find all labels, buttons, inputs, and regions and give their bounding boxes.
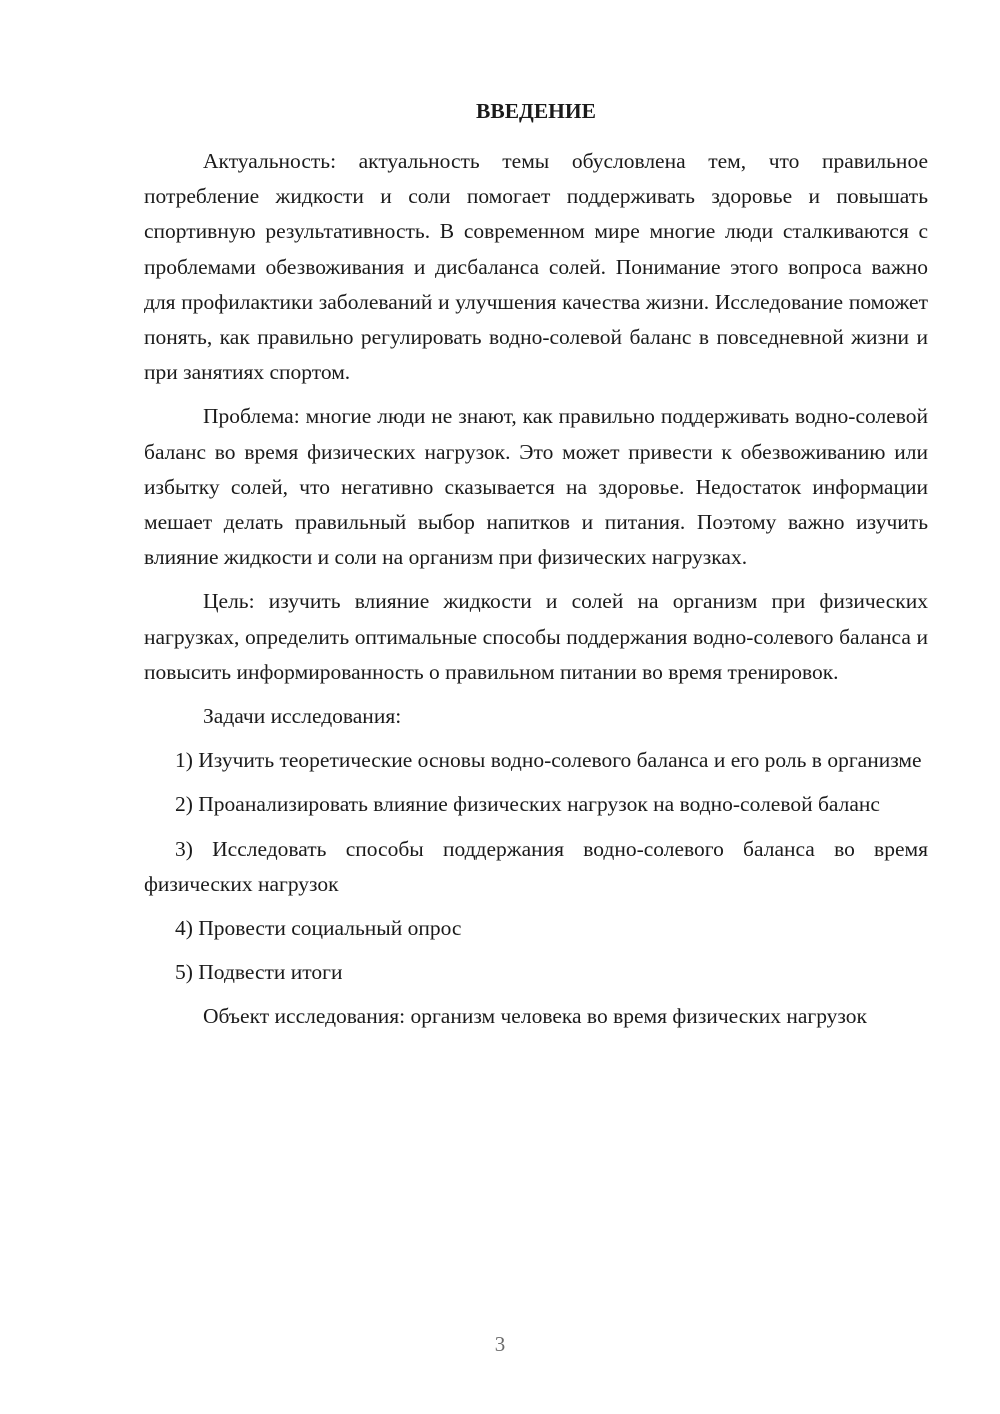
- object-paragraph: Объект исследования: организм человека во время физических нагрузок: [203, 1004, 867, 1029]
- section-title: ВВЕДЕНИЕ: [476, 99, 596, 123]
- page-number: 3: [494, 1332, 506, 1356]
- problem-paragraph: Проблема: многие люди не знают, как правильно поддерживать водно-солевой баланс во время физических нагрузок. Это может привести к обезвоживанию или избытку солей, что негативно сказывается на здоровье. Недостаток информации мешает делать правильный выбор напитков и питания. Поэтому важно изучить влияние жидкости и соли на организм при физических нагрузках.: [144, 404, 928, 570]
- task-item-4: 4) Провести социальный опрос: [175, 916, 462, 941]
- relevance-paragraph: Актуальность: актуальность темы обусловлена тем, что правильное потребление жидкости и соли помогает поддерживать здоровье и повышать спортивную результативность. В современном мире многие люди сталкиваются с проблемами обезвоживания и дисбаланса солей. Понимание этого вопроса важно для профилактики заболеваний и улучшения качества жизни. Исследование поможет понять, как правильно регулировать водно-солевой баланс в повседневной жизни и при занятиях спортом.: [144, 149, 928, 385]
- task-item-3: 3) Исследовать способы поддержания водно-солевого баланса во время физических нагрузок: [144, 836, 928, 896]
- goal-paragraph: Цель: изучить влияние жидкости и солей на организм при физических нагрузках, определить оптимальные способы поддержания водно-солевого баланса и повысить информированность о правильном питании во время тренировок.: [144, 589, 928, 684]
- task-item-2: 2) Проанализировать влияние физических нагрузок на водно-солевой баланс: [175, 792, 880, 817]
- document-page: [144, 92, 928, 1044]
- task-item-5: 5) Подвести итоги: [175, 960, 343, 985]
- tasks-heading: Задачи исследования:: [203, 704, 402, 729]
- task-item-1: 1) Изучить теоретические основы водно-солевого баланса и его роль в организме: [175, 748, 922, 773]
